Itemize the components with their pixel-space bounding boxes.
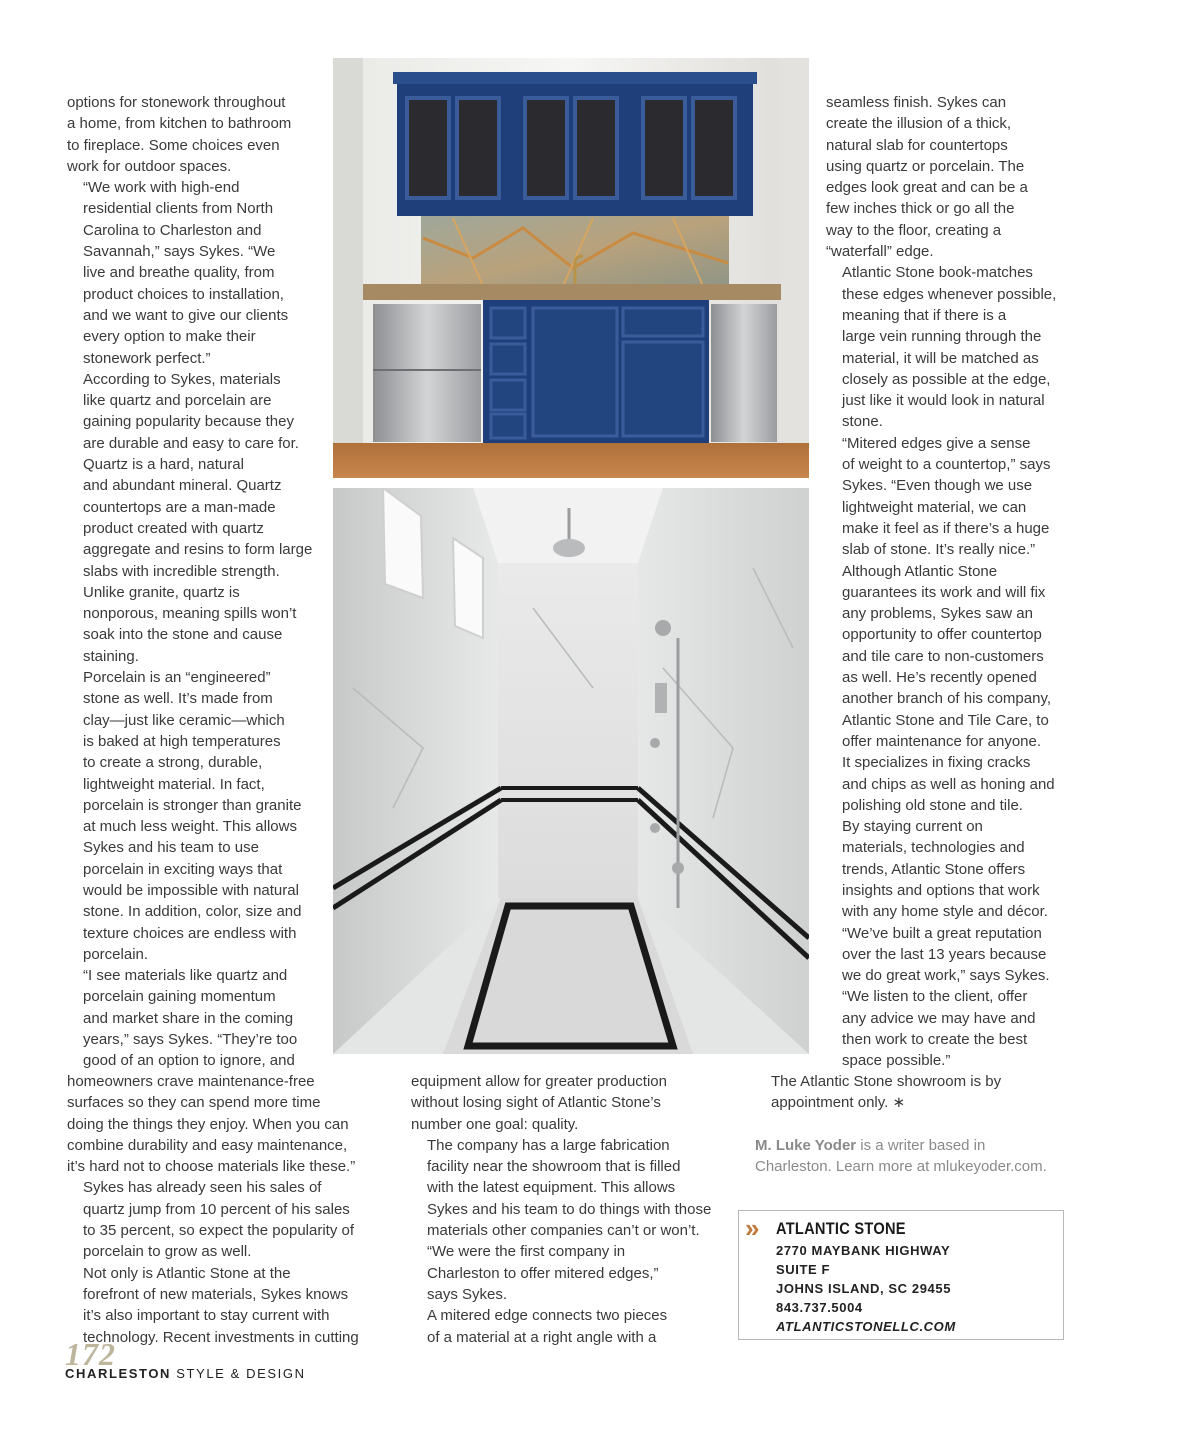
text-line: porcelain in exciting ways that bbox=[83, 860, 283, 878]
text-line: these edges whenever possible, bbox=[842, 285, 1057, 303]
text-line: Atlantic Stone book-matches bbox=[842, 264, 1033, 282]
text-line: Not only is Atlantic Stone at the bbox=[83, 1264, 291, 1282]
magazine-title-bold: CHARLESTON bbox=[65, 1366, 172, 1381]
text-line: Porcelain is an “engineered” bbox=[83, 669, 271, 687]
text-line: nonporous, meaning spills won’t bbox=[83, 605, 297, 623]
text-line: way to the floor, creating a bbox=[826, 221, 1002, 239]
article-paragraph bbox=[826, 92, 1076, 262]
byline-line bbox=[755, 1135, 1085, 1156]
article-paragraph bbox=[755, 1071, 1085, 1114]
article-column-3-lower bbox=[755, 1071, 1085, 1177]
text-line: materials other companies can’t or won’t. bbox=[427, 1222, 700, 1240]
text-line: texture choices are endless with bbox=[83, 924, 297, 942]
byline-line: Charleston. Learn more at mlukeyoder.com. bbox=[755, 1157, 1047, 1175]
article-paragraph bbox=[67, 965, 317, 1071]
text-line: Although Atlantic Stone bbox=[842, 562, 998, 580]
text-line: homeowners crave maintenance-free bbox=[67, 1073, 315, 1090]
text-line: porcelain to grow as well. bbox=[83, 1243, 252, 1261]
text-line: work for outdoor spaces. bbox=[67, 157, 232, 175]
address-street: 2770 MAYBANK HIGHWAY bbox=[776, 1243, 951, 1258]
text-line: Sykes has already seen his sales of bbox=[83, 1179, 322, 1197]
article-paragraph bbox=[826, 816, 1076, 922]
article-paragraph bbox=[67, 369, 317, 454]
text-line: of weight to a countertop,” says bbox=[842, 456, 1051, 474]
text-line: polishing old stone and tile. bbox=[842, 796, 1023, 814]
text-line: surfaces so they can spend more time bbox=[67, 1094, 321, 1112]
text-line: “We listen to the client, offer bbox=[842, 988, 1028, 1006]
article-paragraph bbox=[411, 1071, 731, 1135]
article-column-1 bbox=[67, 92, 317, 1072]
text-line: Quartz is a hard, natural bbox=[83, 456, 244, 474]
marble-shower-photo bbox=[333, 488, 809, 1054]
text-line: over the last 13 years because bbox=[842, 945, 1047, 963]
text-line: “waterfall” edge. bbox=[826, 243, 934, 261]
text-line: porcelain is stronger than granite bbox=[83, 796, 302, 814]
text-line: facility near the showroom that is filled bbox=[427, 1158, 681, 1176]
text-line: soak into the stone and cause bbox=[83, 626, 283, 644]
text-line: quartz jump from 10 percent of his sales bbox=[83, 1200, 350, 1218]
text-line: every option to make their bbox=[83, 328, 256, 346]
text-line: just like it would look in natural bbox=[842, 392, 1045, 410]
text-line: another branch of his company, bbox=[842, 690, 1052, 708]
text-line: without losing sight of Atlantic Stone’s bbox=[411, 1094, 661, 1112]
text-line: with any home style and décor. bbox=[842, 903, 1048, 921]
text-line: slab of stone. It’s really nice.” bbox=[842, 541, 1036, 559]
text-line: product created with quartz bbox=[83, 519, 264, 537]
text-line: material, it will be matched as bbox=[842, 349, 1039, 367]
article-paragraph bbox=[67, 177, 317, 369]
text-line: gaining popularity because they bbox=[83, 413, 294, 431]
text-line: edges look great and can be a bbox=[826, 179, 1028, 197]
article-paragraph bbox=[826, 561, 1076, 817]
text-line: By staying current on bbox=[842, 818, 983, 836]
text-line: and we want to give our clients bbox=[83, 306, 289, 324]
text-line: as well. He’s recently opened bbox=[842, 669, 1037, 687]
text-line: and abundant mineral. Quartz bbox=[83, 477, 282, 495]
text-line: lightweight material. In fact, bbox=[83, 775, 265, 793]
address-city: JOHNS ISLAND, SC 29455 bbox=[776, 1281, 952, 1296]
text-line: at much less weight. This allows bbox=[83, 818, 297, 836]
website-link[interactable]: ATLANTICSTONELLC.COM bbox=[776, 1319, 956, 1334]
text-line: “We work with high-end bbox=[83, 179, 240, 197]
text-line: stonework perfect.” bbox=[83, 349, 211, 367]
text-line: it’s also important to stay current with bbox=[83, 1307, 330, 1325]
text-line: make it feel as if there’s a huge bbox=[842, 519, 1050, 537]
text-line: opportunity to offer countertop bbox=[842, 626, 1042, 644]
text-line: Charleston to offer mitered edges,” bbox=[427, 1264, 659, 1282]
article-paragraph bbox=[67, 92, 317, 177]
text-line: number one goal: quality. bbox=[411, 1115, 579, 1133]
text-line: porcelain gaining momentum bbox=[83, 988, 276, 1006]
text-line: we do great work,” says Sykes. bbox=[842, 967, 1050, 985]
phone-number: 843.737.5004 bbox=[776, 1300, 863, 1315]
text-line: Sykes and his team to use bbox=[83, 839, 259, 857]
author-name: M. Luke Yoder bbox=[755, 1136, 857, 1154]
wet-bar-photo bbox=[333, 58, 809, 478]
text-line: seamless finish. Sykes can bbox=[826, 94, 1007, 111]
text-line: offer maintenance for anyone. bbox=[842, 732, 1042, 750]
text-line: A mitered edge connects two pieces bbox=[427, 1307, 668, 1325]
text-line: space possible.” bbox=[842, 1052, 951, 1070]
article-column-2 bbox=[411, 1071, 731, 1348]
article-paragraph bbox=[411, 1135, 731, 1241]
text-line: Atlantic Stone and Tile Care, to bbox=[842, 711, 1049, 729]
text-line: Carolina to Charleston and bbox=[83, 221, 262, 239]
text-line: Unlike granite, quartz is bbox=[83, 583, 240, 601]
article-paragraph bbox=[67, 582, 317, 667]
article-paragraph bbox=[826, 433, 1076, 561]
text-line: The Atlantic Stone showroom is by bbox=[771, 1073, 1002, 1090]
text-line: live and breathe quality, from bbox=[83, 264, 275, 282]
text-line: The company has a large fabrication bbox=[427, 1136, 670, 1154]
text-line: is baked at high temperatures bbox=[83, 732, 281, 750]
text-line: technology. Recent investments in cutting bbox=[83, 1328, 359, 1346]
text-line: Savannah,” says Sykes. “We bbox=[83, 243, 276, 261]
text-line: “We’ve built a great reputation bbox=[842, 924, 1042, 942]
text-line: would be impossible with natural bbox=[83, 881, 299, 899]
business-info-box bbox=[738, 1210, 1064, 1340]
page-number: 172 bbox=[65, 1336, 116, 1372]
text-line: insights and options that work bbox=[842, 881, 1040, 899]
author-byline bbox=[755, 1135, 1085, 1178]
text-line: trends, Atlantic Stone offers bbox=[842, 860, 1026, 878]
text-line: any problems, Sykes saw an bbox=[842, 605, 1033, 623]
article-column-3 bbox=[826, 92, 1076, 1072]
text-line: lightweight material, we can bbox=[842, 498, 1027, 516]
text-line: a home, from kitchen to bathroom bbox=[67, 115, 292, 133]
text-line: forefront of new materials, Sykes knows bbox=[83, 1285, 349, 1303]
text-line: meaning that if there is a bbox=[842, 306, 1007, 324]
text-line: materials, technologies and bbox=[842, 839, 1025, 857]
text-line: to create a strong, durable, bbox=[83, 754, 263, 772]
text-line: and chips as well as honing and bbox=[842, 775, 1055, 793]
article-paragraph bbox=[67, 1071, 387, 1177]
text-line: using quartz or porcelain. The bbox=[826, 157, 1025, 175]
text-line: Sykes and his team to do things with those bbox=[427, 1200, 712, 1218]
text-line: stone. bbox=[842, 413, 883, 431]
text-line: few inches thick or go all the bbox=[826, 200, 1015, 218]
text-line: equipment allow for greater production bbox=[411, 1073, 667, 1090]
text-line: to 35 percent, so expect the popularity of bbox=[83, 1222, 355, 1240]
text-line: closely as possible at the edge, bbox=[842, 370, 1051, 388]
text-line: combine durability and easy maintenance, bbox=[67, 1136, 348, 1154]
text-line: to fireplace. Some choices even bbox=[67, 136, 280, 154]
text-line: “Mitered edges give a sense bbox=[842, 434, 1031, 452]
article-paragraph bbox=[67, 454, 317, 582]
article-paragraph bbox=[67, 667, 317, 965]
text-line: It specializes in fixing cracks bbox=[842, 754, 1031, 772]
text-line: create the illusion of a thick, bbox=[826, 115, 1012, 133]
text-line: appointment only. ∗ bbox=[771, 1094, 906, 1112]
text-line: any advice we may have and bbox=[842, 1009, 1036, 1027]
text-line: large vein running through the bbox=[842, 328, 1042, 346]
address-suite: SUITE F bbox=[776, 1262, 831, 1277]
article-paragraph bbox=[411, 1305, 731, 1348]
text-line: According to Sykes, materials bbox=[83, 370, 281, 388]
text-line: like quartz and porcelain are bbox=[83, 392, 272, 410]
text-line: are durable and easy to care for. bbox=[83, 434, 299, 452]
text-line: porcelain. bbox=[83, 945, 149, 963]
text-line: staining. bbox=[83, 647, 139, 665]
text-line: countertops are a man-made bbox=[83, 498, 276, 516]
byline-text: is a writer based in bbox=[856, 1136, 986, 1154]
text-line: stone as well. It’s made from bbox=[83, 690, 273, 708]
text-line: natural slab for countertops bbox=[826, 136, 1008, 154]
text-line: slabs with incredible strength. bbox=[83, 562, 280, 580]
text-line: “We were the first company in bbox=[427, 1243, 626, 1261]
chevron-right-icon: » bbox=[745, 1213, 754, 1243]
text-line: good of an option to ignore, and bbox=[83, 1052, 295, 1070]
article-paragraph bbox=[67, 1177, 387, 1262]
text-line: years,” says Sykes. “They’re too bbox=[83, 1031, 298, 1049]
article-paragraph bbox=[411, 1241, 731, 1305]
article-paragraph bbox=[826, 262, 1076, 432]
text-line: of a material at a right angle with a bbox=[427, 1328, 657, 1346]
text-line: clay—just like ceramic—which bbox=[83, 711, 285, 729]
text-line: guarantees its work and will fix bbox=[842, 583, 1046, 601]
article-column-1-lower bbox=[67, 1071, 387, 1348]
text-line: Sykes. “Even though we use bbox=[842, 477, 1033, 495]
magazine-title-rest: STYLE & DESIGN bbox=[171, 1366, 306, 1381]
text-line: stone. In addition, color, size and bbox=[83, 903, 302, 921]
text-line: residential clients from North bbox=[83, 200, 274, 218]
text-line: aggregate and resins to form large bbox=[83, 541, 313, 559]
text-line: doing the things they enjoy. When you can bbox=[67, 1115, 349, 1133]
magazine-title bbox=[65, 1366, 306, 1381]
text-line: says Sykes. bbox=[427, 1285, 508, 1303]
text-line: “I see materials like quartz and bbox=[83, 967, 288, 985]
business-name: ATLANTIC STONE bbox=[776, 1219, 906, 1238]
text-line: options for stonework throughout bbox=[67, 94, 286, 111]
text-line: with the latest equipment. This allows bbox=[427, 1179, 676, 1197]
text-line: it’s hard not to choose materials like these.” bbox=[67, 1158, 356, 1176]
text-line: and tile care to non-customers bbox=[842, 647, 1044, 665]
text-line: and market share in the coming bbox=[83, 1009, 294, 1027]
text-line: then work to create the best bbox=[842, 1031, 1028, 1049]
text-line: product choices to installation, bbox=[83, 285, 284, 303]
article-paragraph bbox=[826, 923, 1076, 1072]
